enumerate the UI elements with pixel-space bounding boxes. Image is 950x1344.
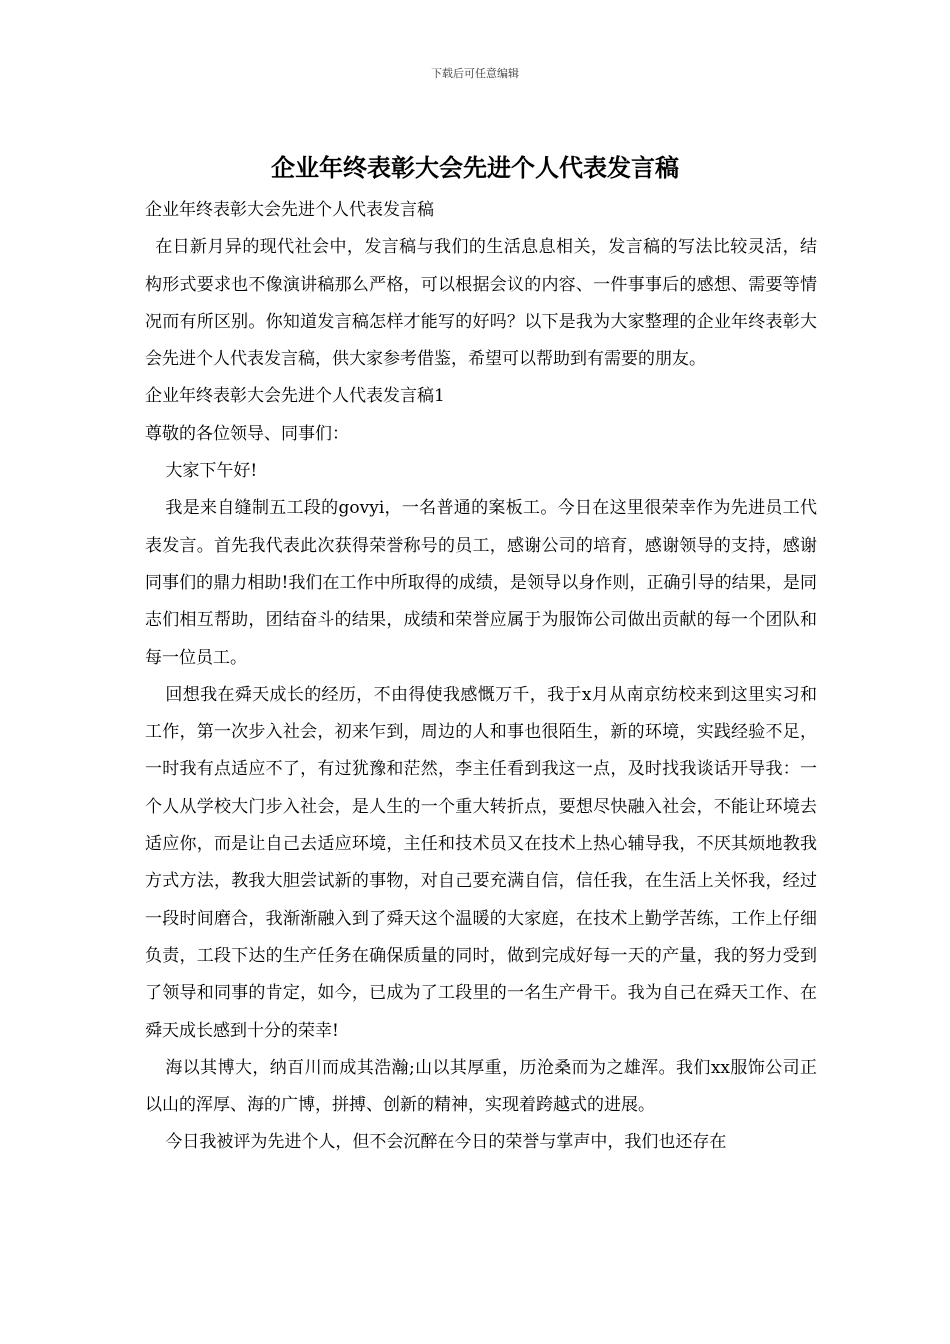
greeting: 大家下午好! [165, 461, 258, 482]
body-paragraph: 海以其博大，纳百川而成其浩瀚;山以其厚重，历沧桑而为之雄浑。我们xx服饰公司正以山的浑厚、海的广博，拼搏、创新的精神，实现着跨越式的进展。 [145, 1057, 817, 1116]
section-heading: 企业年终表彰大会先进个人代表发言稿1 [145, 386, 445, 407]
body-paragraph: 回想我在舜天成长的经历，不由得使我感慨万千，我于x月从南京纺校来到这里实习和工作，第一次步入社会，初来乍到，周边的人和事也很陌生，新的环境，实践经验不足，一时我有点适应不了，有过犹豫和茫然，李主任看到我这一点，及时找我谈话开导我：一个人从学校大门步入社会，是人生的一个重大转折点，要想尽快融入社会，不能让环境去适应你，而是让自己去适应环境，主任和技术员又在技术上热心辅导我，不厌其烦地教我方式方法，教我大胆尝试新的事物，对自己要充满自信，信任我，在生活上关怀我，经过一段时间磨合，我渐渐融入到了舜天这个温暖的大家庭，在技术上勤学苦练，工作上仔细负责，工段下达的生产任务在确保质量的同时，做到完成好每一天的产量，我的努力受到了领导和同事的肯定，如今，已成为了工段里的一名生产骨干。我为自己在舜天工作、在舜天成长感到十分的荣幸! [145, 684, 817, 1041]
subtitle-paragraph: 企业年终表彰大会先进个人代表发言稿 [145, 200, 434, 220]
body-paragraph: 今日我被评为先进个人，但不会沉醉在今日的荣誉与掌声中，我们也还存在 [165, 1132, 727, 1153]
header-note: 下载后可任意编辑 [431, 67, 519, 80]
intro-paragraph: 在日新月异的现代社会中，发言稿与我们的生活息息相关，发言稿的写法比较灵活，结构形式要求也不像演讲稿那么严格，可以根据会议的内容、一件事事后的感想、需要等情况而有所区别。你知道发言稿怎样才能写的好吗？以下是我为大家整理的企业年终表彰大会先进个人代表发言稿，供大家参考借鉴，希望可以帮助到有需要的朋友。 [145, 237, 817, 370]
body-paragraph: 我是来自缝制五工段的govyi，一名普通的案板工。今日在这里很荣幸作为先进员工代表发言。首先我代表此次获得荣誉称号的员工，感谢公司的培育，感谢领导的支持，感谢同事们的鼎力相助!我们在工作中所取得的成绩，是领导以身作则，正确引导的结果，是同志们相互帮助，团结奋斗的结果，成绩和荣誉应属于为服饰公司做出贡献的每一个团队和每一位员工。 [145, 498, 817, 668]
salutation: 尊敬的各位领导、同事们： [145, 423, 349, 444]
document-title: 企业年终表彰大会先进个人代表发言稿 [271, 153, 679, 182]
document-body [145, 192, 817, 1162]
